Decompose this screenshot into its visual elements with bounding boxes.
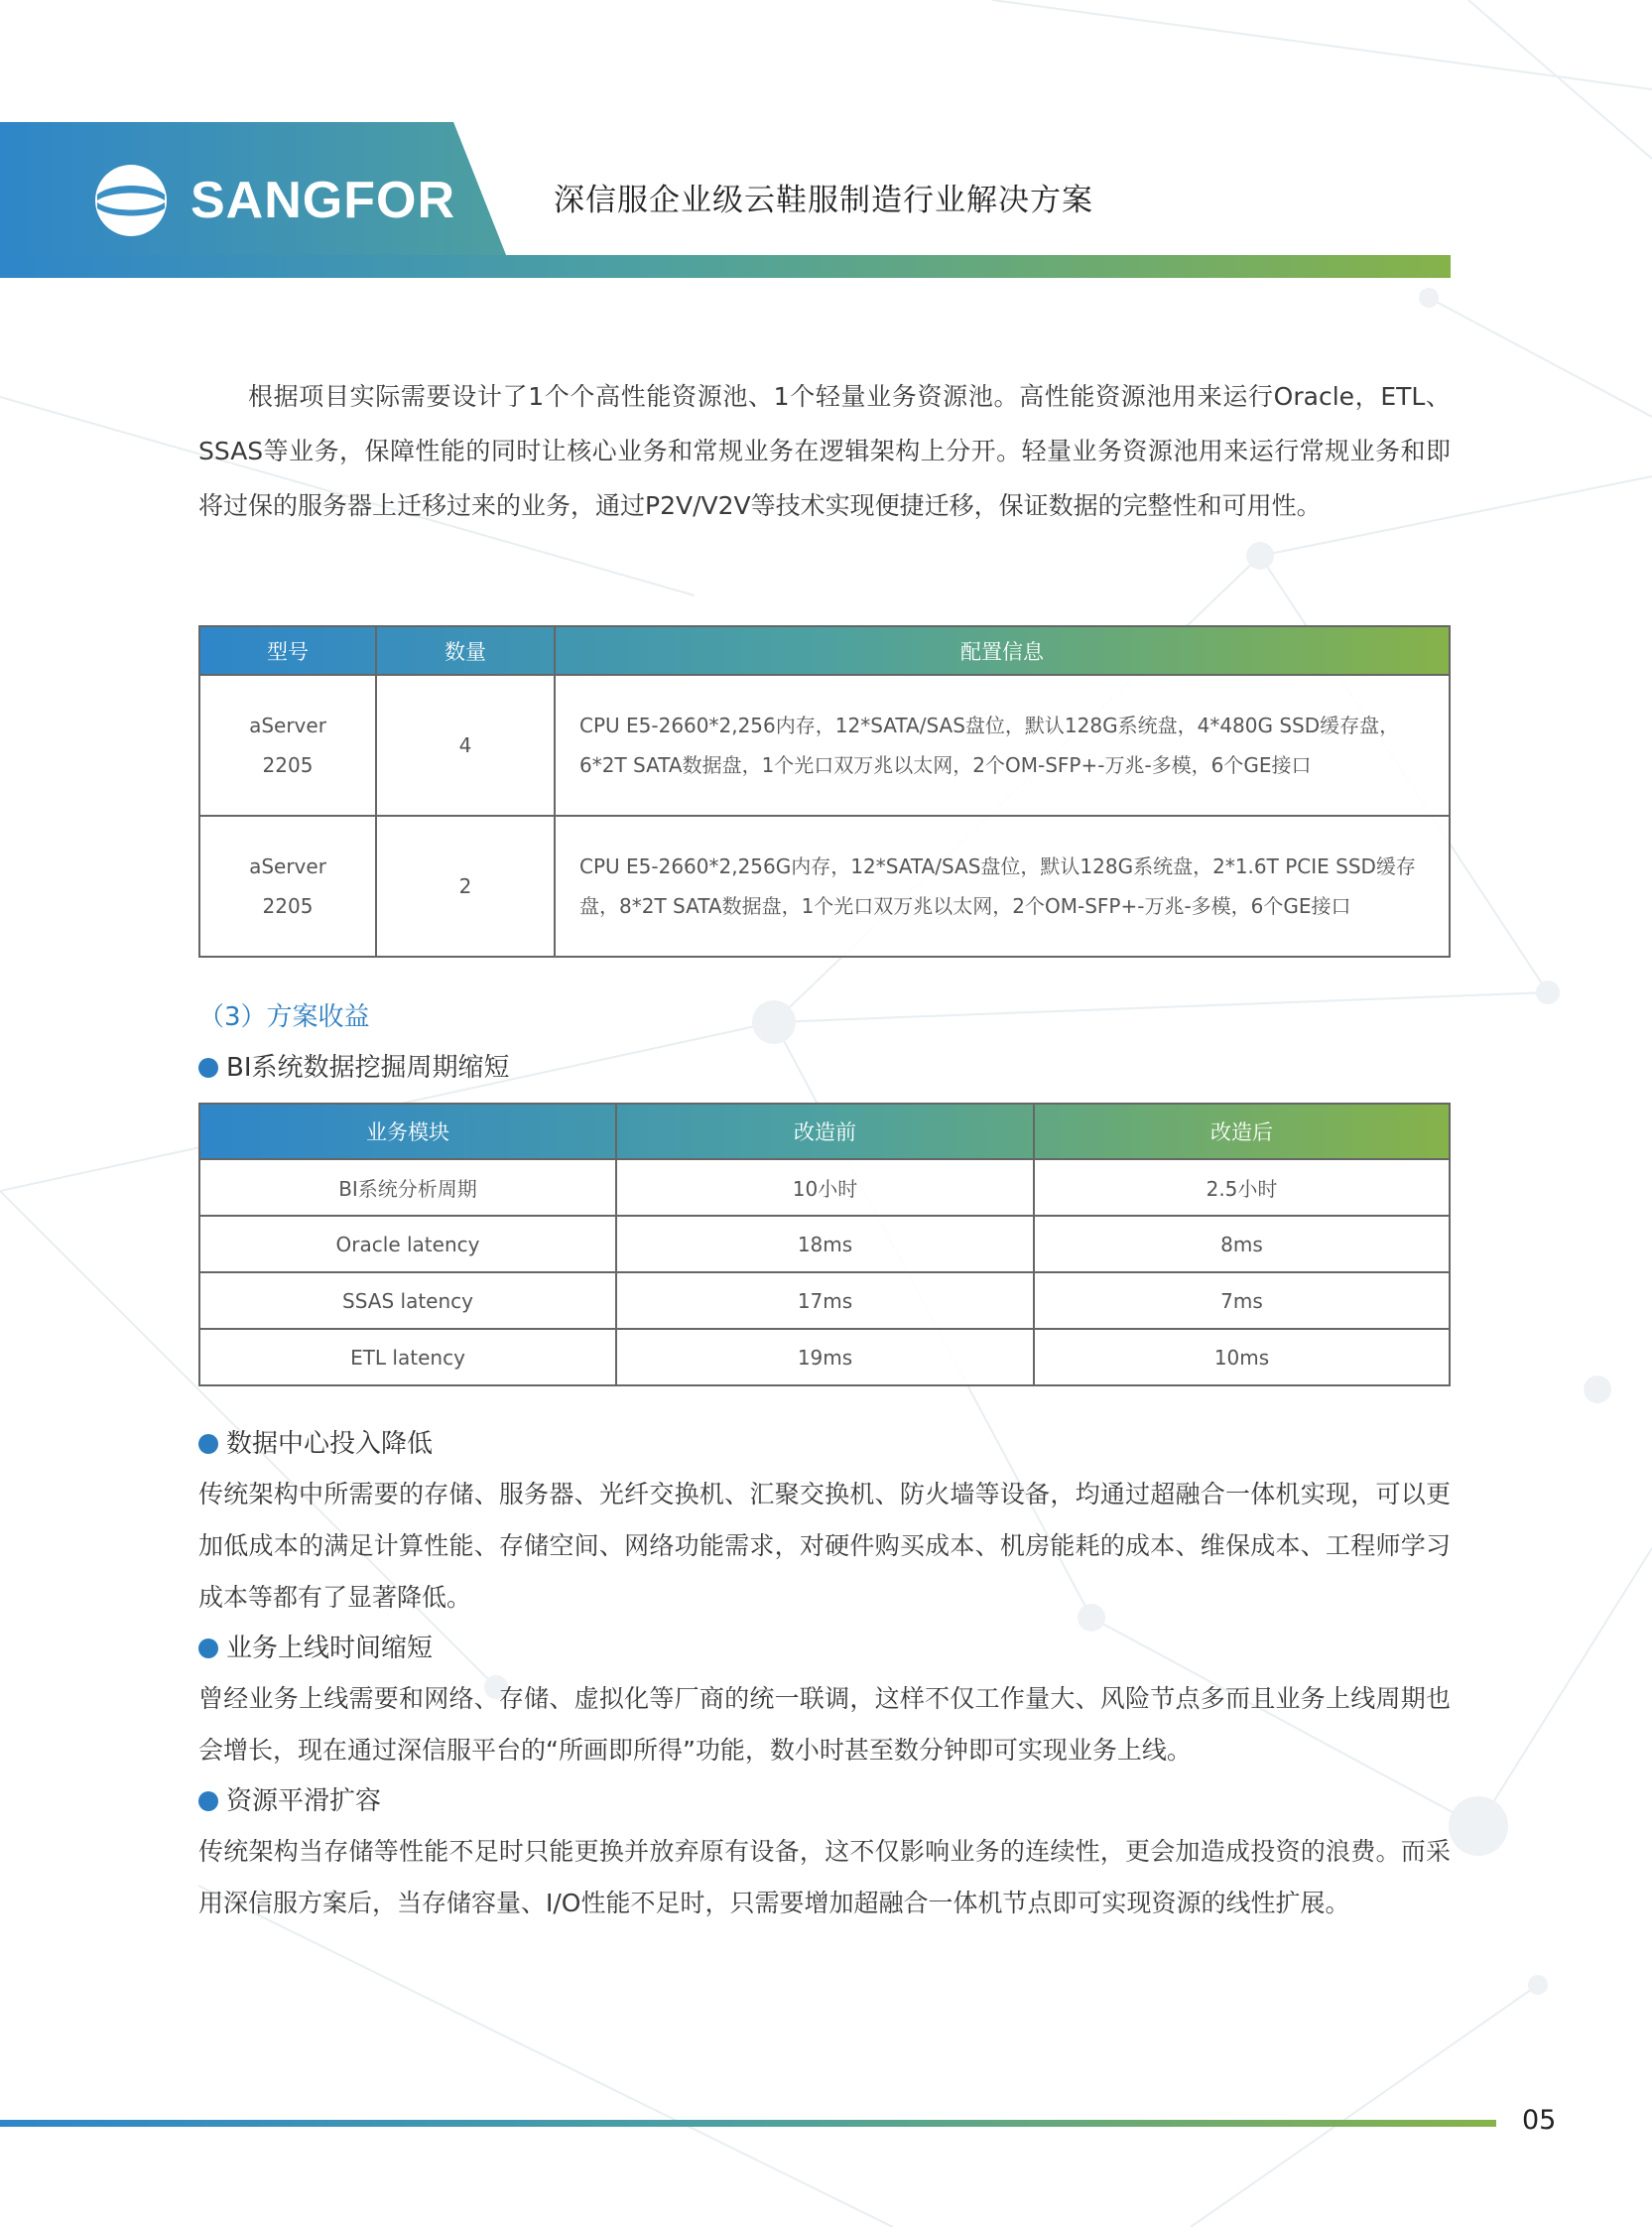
before-cell: 19ms <box>616 1329 1034 1385</box>
page-number: 05 <box>1522 2105 1557 2136</box>
header-config: 配置信息 <box>555 626 1450 675</box>
model-cell <box>199 675 376 816</box>
benefit-table <box>198 1103 1451 1386</box>
config-cell: CPU E5-2660*2,256内存，12*SATA/SAS盘位，默认128G系统盘，4*480G SSD缓存盘，6*2T SATA数据盘，1个光口双万兆以太网，2个OM-SFP+-万兆-多模，6个GE接口 <box>555 675 1450 816</box>
bullet-body: 曾经业务上线需要和网络、存储、虚拟化等厂商的统一联调，这样不仅工作量大、风险节点多而且业务上线周期也会增长，现在通过深信服平台的“所画即所得”功能，数小时甚至数分钟即可实现业务上线。 <box>198 1684 1451 1765</box>
bullet-heading <box>198 1419 1451 1469</box>
intro-paragraph: 根据项目实际需要设计了1个个高性能资源池、1个轻量业务资源池。高性能资源池用来运行Oracle，ETL、SSAS等业务，保障性能的同时让核心业务和常规业务在逻辑架构上分开。轻量业务资源池用来运行常规业务和即将过保的服务器上迁移过来的业务，通过P2V/V2V等技术实现便捷迁移，保证数据的完整性和可用性。 <box>198 382 1451 520</box>
document-title: 深信服企业级云鞋服制造行业解决方案 <box>554 183 1093 218</box>
sangfor-logo-icon <box>91 161 171 240</box>
module-cell: Oracle latency <box>199 1216 616 1272</box>
before-cell: 10小时 <box>616 1159 1034 1216</box>
footer-line <box>0 2120 1496 2127</box>
after-cell: 10ms <box>1034 1329 1450 1385</box>
model-number: 2205 <box>262 753 314 777</box>
header-model: 型号 <box>199 626 376 675</box>
qty-cell: 2 <box>376 816 555 957</box>
after-cell: 2.5小时 <box>1034 1159 1450 1216</box>
benefit-table-header <box>199 1104 1450 1159</box>
module-cell: SSAS latency <box>199 1272 616 1329</box>
module-cell: ETL latency <box>199 1329 616 1385</box>
bullet-heading <box>198 1624 1451 1673</box>
model-name: aServer <box>249 854 326 878</box>
bullet-heading <box>198 1043 1451 1093</box>
spec-table <box>198 625 1451 958</box>
table-row <box>199 1329 1450 1385</box>
spec-table-header <box>199 626 1450 675</box>
header-before: 改造前 <box>616 1104 1034 1159</box>
bullet-heading-text: BI系统数据挖掘周期缩短 <box>226 1053 510 1083</box>
brand-name: SANGFOR <box>191 172 455 229</box>
bullet-heading <box>198 1776 1451 1826</box>
table-row <box>199 1159 1450 1216</box>
bullet-heading-text: 资源平滑扩容 <box>226 1786 382 1816</box>
bullet-dot-icon <box>198 1791 218 1811</box>
sangfor-logo <box>91 161 455 240</box>
after-cell: 8ms <box>1034 1216 1450 1272</box>
after-cell: 7ms <box>1034 1272 1450 1329</box>
header-after: 改造后 <box>1034 1104 1450 1159</box>
table-row <box>199 1272 1450 1329</box>
bullet-dot-icon <box>198 1638 218 1658</box>
model-number: 2205 <box>262 894 314 918</box>
header-module: 业务模块 <box>199 1104 616 1159</box>
model-name: aServer <box>249 714 326 737</box>
bullet-heading-text: 数据中心投入降低 <box>226 1429 434 1459</box>
qty-cell: 4 <box>376 675 555 816</box>
table-row <box>199 1216 1450 1272</box>
before-cell: 18ms <box>616 1216 1034 1272</box>
bullet-body: 传统架构中所需要的存储、服务器、光纤交换机、汇聚交换机、防火墙等设备，均通过超融合一体机实现，可以更加低成本的满足计算性能、存储空间、网络功能需求，对硬件购买成本、机房能耗的成本、维保成本、工程师学习成本等都有了显著降低。 <box>198 1480 1451 1612</box>
table-row <box>199 816 1450 957</box>
header-qty: 数量 <box>376 626 555 675</box>
bullet-dot-icon <box>198 1434 218 1454</box>
section-title: （3）方案收益 <box>198 1002 370 1032</box>
table-row <box>199 675 1450 816</box>
model-cell <box>199 816 376 957</box>
bullet-body: 传统架构当存储等性能不足时只能更换并放弃原有设备，这不仅影响业务的连续性，更会加造成投资的浪费。而采用深信服方案后，当存储容量、I/O性能不足时，只需要增加超融合一体机节点即可实现资源的线性扩展。 <box>198 1837 1451 1917</box>
bullet-dot-icon <box>198 1058 218 1078</box>
bullet-heading-text: 业务上线时间缩短 <box>226 1634 434 1663</box>
config-cell: CPU E5-2660*2,256G内存，12*SATA/SAS盘位，默认128G系统盘，2*1.6T PCIE SSD缓存盘，8*2T SATA数据盘，1个光口双万兆以太网，2个OM-SFP+-万兆-多模，6个GE接口 <box>555 816 1450 957</box>
before-cell: 17ms <box>616 1272 1034 1329</box>
module-cell: BI系统分析周期 <box>199 1159 616 1216</box>
